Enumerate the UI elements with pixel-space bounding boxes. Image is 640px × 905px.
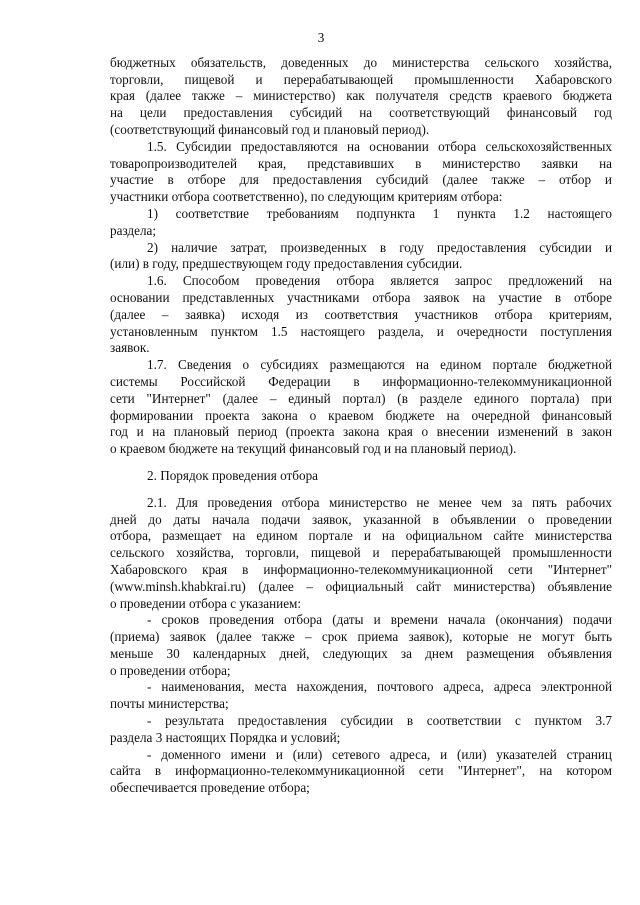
text-line: дней до даты начала подачи заявок, указанной в объявлении о проведении <box>110 511 612 527</box>
text-line: товаропроизводителей края, представивших в министерство заявки на <box>110 155 612 171</box>
text-line: раздела; <box>110 222 157 238</box>
text-line: меньше 30 календарных дней, следующих за днем размещения объявления <box>110 645 612 661</box>
text-line: на цели предоставления субсидий на соответствующий финансовый год <box>110 105 612 121</box>
text-line: (или) в году, предшествующем году предоставления субсидии. <box>110 256 463 272</box>
text-line: о проведении отбора; <box>110 662 231 678</box>
text-line: раздела 3 настоящих Порядка и условий; <box>110 729 341 745</box>
text-line: 2) наличие затрат, произведенных в году предоставления субсидии и <box>147 239 612 255</box>
text-line: формировании проекта закона о краевом бюджете на очередной финансовый <box>110 407 612 423</box>
list-item: - сроков проведения отбора (даты и времени начала (окончания) подачи <box>147 612 612 628</box>
text-line: системы Российской Федерации в информационно-телекоммуникационной <box>110 373 612 389</box>
text-line: (далее – заявка) исходя из соответствия участников отбора критериям, <box>110 306 612 322</box>
text-line: о краевом бюджете на текущий финансовый год и на плановый период). <box>110 441 517 457</box>
text-line: год и на плановый период (проекта закона края о внесении изменений в закон <box>110 424 612 440</box>
text-line: 1.6. Способом проведения отбора является запрос предложений на <box>147 273 612 289</box>
text-line: Хабаровского края в информационно-телекоммуникационной сети "Интернет" <box>110 561 612 577</box>
section-heading: 2. Порядок проведения отбора <box>147 467 319 483</box>
text-line: отбора, размещает на едином портале и на официальном сайте министерства <box>110 528 612 544</box>
text-line: установленным пунктом 1.5 настоящего раздела, и очередности поступления <box>110 323 612 339</box>
text-line: (www.minsh.khabkrai.ru) (далее – официальный сайт министерства) объявление <box>110 578 612 594</box>
text-line: 2.1. Для проведения отбора министерство не менее чем за пять рабочих <box>147 494 612 510</box>
text-line: почты министерства; <box>110 696 229 712</box>
text-line: о проведении отбора с указанием: <box>110 595 302 611</box>
text-line: основании представленных участниками отбора заявок на участие в отборе <box>110 289 612 305</box>
text-line: сельского хозяйства, торговли, пищевой и перерабатывающей промышленности <box>110 545 612 561</box>
text-line: торговли, пищевой и перерабатывающей промышленности Хабаровского <box>110 71 612 87</box>
text-line: края (далее также – министерство) как получателя средств краевого бюджета <box>110 88 612 104</box>
text-line: заявок. <box>110 340 150 356</box>
text-line: участие в отборе для предоставления субсидий (далее также – отбор и <box>110 172 612 188</box>
text-line: бюджетных обязательств, доведенных до министерства сельского хозяйства, <box>110 54 612 70</box>
text-line: (приема) заявок (далее также – срок приема заявок), которые не могут быть <box>110 629 612 645</box>
page-number: 3 <box>317 30 325 45</box>
text-line: обеспечивается проведение отбора; <box>110 780 310 796</box>
list-item: - результата предоставления субсидии в соответствии с пунктом 3.7 <box>147 713 612 729</box>
text-line: (соответствующий финансовый год и плановый период). <box>110 121 430 137</box>
text-line: 1.5. Субсидии предоставляются на основании отбора сельскохозяйственных <box>147 138 612 154</box>
text-line: сайта в информационно-телекоммуникационной сети "Интернет", на котором <box>110 763 612 779</box>
text-line: участники отбора соответственно), по следующим критериям отбора: <box>110 189 503 205</box>
text-line: 1.7. Сведения о субсидиях размещаются на едином портале бюджетной <box>147 357 612 373</box>
text-line: сети "Интернет" (далее – единый портал) (в разделе единого портала) при <box>110 390 612 406</box>
list-item: - наименования, места нахождения, почтового адреса, адреса электронной <box>147 679 612 695</box>
list-item: - доменного имени и (или) сетевого адреса, и (или) указателей страниц <box>147 746 612 762</box>
text-line: 1) соответствие требованиям подпункта 1 пункта 1.2 настоящего <box>147 205 612 221</box>
